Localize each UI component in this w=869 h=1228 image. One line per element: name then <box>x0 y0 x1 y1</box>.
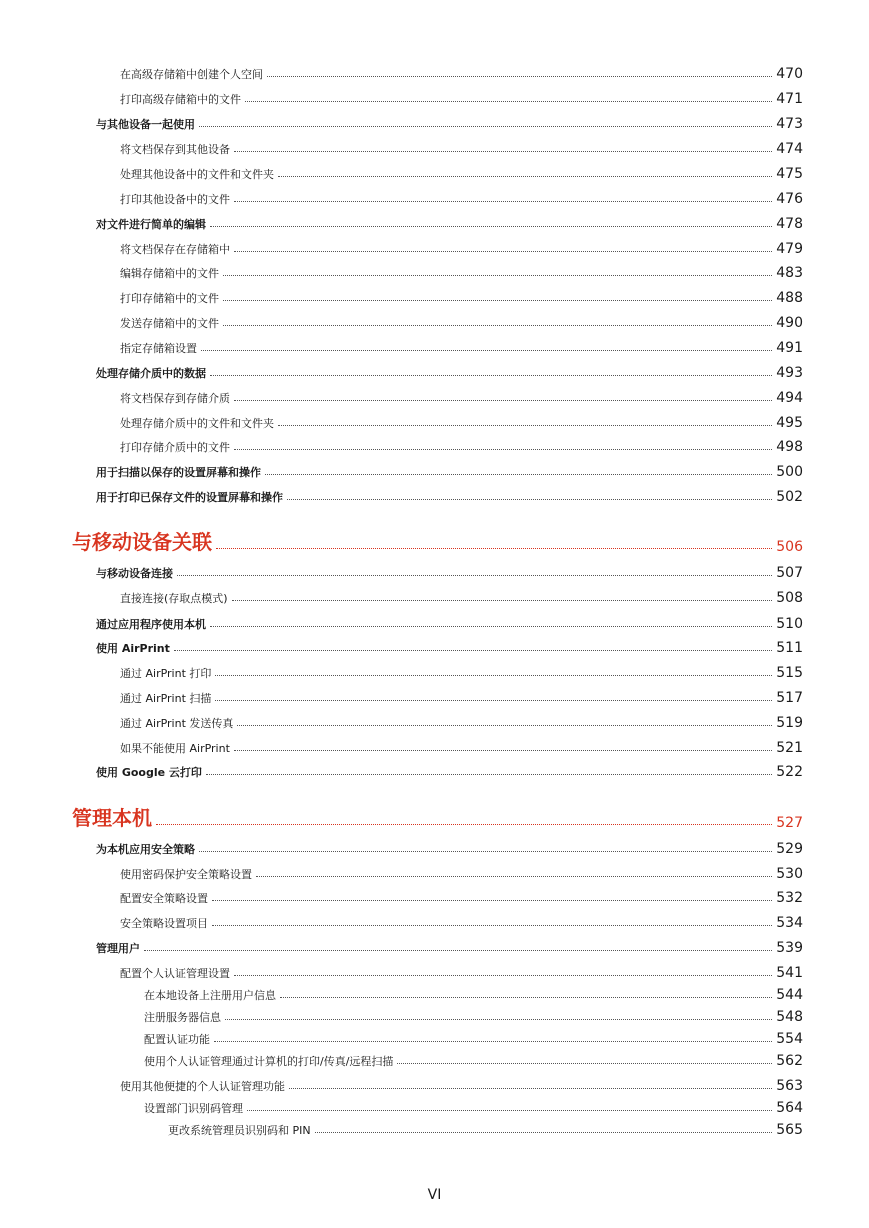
toc-entry[interactable] <box>120 139 803 157</box>
toc-entry[interactable] <box>96 563 803 581</box>
toc-entry[interactable] <box>120 388 803 406</box>
toc-entry[interactable] <box>96 638 803 656</box>
toc-entry[interactable] <box>120 288 803 306</box>
dot-leader <box>234 975 772 976</box>
toc-entry[interactable] <box>120 913 803 931</box>
toc-entry[interactable] <box>96 614 803 632</box>
toc-entry[interactable] <box>144 1098 803 1116</box>
toc-entry-title: 用于扫描以保存的设置屏幕和操作 <box>96 466 261 479</box>
toc-entry-page-number: 493 <box>776 365 803 381</box>
toc-entry-page-number: 470 <box>776 66 803 82</box>
dot-leader <box>210 375 772 376</box>
dot-leader <box>216 548 772 549</box>
dot-leader <box>234 151 772 152</box>
toc-entry-page-number: 508 <box>776 590 803 606</box>
dot-leader <box>212 925 772 926</box>
toc-entry[interactable] <box>120 189 803 207</box>
toc-entry-page-number: 506 <box>776 539 803 555</box>
toc-entry-page-number: 562 <box>776 1053 803 1069</box>
toc-entry-title: 配置个人认证管理设置 <box>120 967 230 980</box>
toc-entry-title: 指定存储箱设置 <box>120 342 197 355</box>
toc-entry[interactable] <box>120 713 803 731</box>
toc-entry[interactable] <box>120 864 803 882</box>
toc-entry-page-number: 541 <box>776 965 803 981</box>
toc-entry-title: 处理存储介质中的数据 <box>96 367 206 380</box>
dot-leader <box>245 101 772 102</box>
dot-leader <box>280 997 772 998</box>
toc-entry-title: 设置部门识别码管理 <box>144 1102 243 1115</box>
toc-entry-page-number: 473 <box>776 116 803 132</box>
toc-entry-page-number: 511 <box>776 640 803 656</box>
dot-leader <box>206 774 772 775</box>
toc-entry[interactable] <box>120 313 803 331</box>
dot-leader <box>201 350 772 351</box>
dot-leader <box>234 449 772 450</box>
toc-entry-title: 为本机应用安全策略 <box>96 843 195 856</box>
dot-leader <box>223 300 772 301</box>
toc-entry[interactable] <box>96 114 803 132</box>
toc-entry[interactable] <box>144 1051 803 1069</box>
toc-entry-title: 与其他设备一起使用 <box>96 118 195 131</box>
toc-entry-title: 用于打印已保存文件的设置屏幕和操作 <box>96 491 283 504</box>
toc-entry-page-number: 539 <box>776 940 803 956</box>
dot-leader <box>223 325 772 326</box>
toc-entry-title: 与移动设备连接 <box>96 567 173 580</box>
toc-entry-title: 使用个人认证管理通过计算机的打印/传真/远程扫描 <box>144 1055 394 1068</box>
dot-leader <box>234 750 772 751</box>
toc-entry[interactable] <box>144 985 803 1003</box>
toc-entry[interactable] <box>120 263 803 281</box>
toc-entry[interactable] <box>96 839 803 857</box>
dot-leader <box>214 1041 772 1042</box>
dot-leader <box>199 851 772 852</box>
dot-leader <box>177 575 772 576</box>
toc-entry-title: 更改系统管理员识别码和 PIN <box>168 1124 311 1137</box>
toc-entry-title: 处理其他设备中的文件和文件夹 <box>120 168 274 181</box>
toc-entry-title: 与移动设备关联 <box>72 530 212 554</box>
toc-chapter-entry[interactable] <box>72 529 803 555</box>
toc-entry-title: 编辑存储箱中的文件 <box>120 267 219 280</box>
dot-leader <box>215 675 772 676</box>
toc-entry-page-number: 500 <box>776 464 803 480</box>
toc-entry[interactable] <box>96 762 803 780</box>
toc-entry-title: 在本地设备上注册用户信息 <box>144 989 276 1002</box>
dot-leader <box>215 700 772 701</box>
toc-entry-title: 将文档保存在存储箱中 <box>120 243 230 256</box>
toc-entry-page-number: 478 <box>776 216 803 232</box>
toc-chapter-entry[interactable] <box>72 805 803 831</box>
toc-entry-page-number: 517 <box>776 690 803 706</box>
toc-entry[interactable] <box>120 738 803 756</box>
toc-entry-title: 通过 AirPrint 发送传真 <box>120 717 234 730</box>
dot-leader <box>265 474 772 475</box>
toc-entry[interactable] <box>144 1029 803 1047</box>
dot-leader <box>234 251 772 252</box>
toc-entry-title: 发送存储箱中的文件 <box>120 317 219 330</box>
dot-leader <box>278 176 772 177</box>
toc-entry-page-number: 548 <box>776 1009 803 1025</box>
toc-entry[interactable] <box>120 437 803 455</box>
toc-entry-title: 打印存储箱中的文件 <box>120 292 219 305</box>
toc-entry-title: 管理本机 <box>72 806 152 830</box>
toc-entry[interactable] <box>120 239 803 257</box>
toc-entry-title: 打印存储介质中的文件 <box>120 441 230 454</box>
toc-entry-page-number: 471 <box>776 91 803 107</box>
toc-entry-title: 通过应用程序使用本机 <box>96 618 206 631</box>
toc-entry[interactable] <box>96 462 803 480</box>
toc-entry-page-number: 532 <box>776 890 803 906</box>
toc-entry-page-number: 522 <box>776 764 803 780</box>
toc-entry-page-number: 527 <box>776 815 803 831</box>
dot-leader <box>315 1132 773 1133</box>
toc-entry[interactable] <box>120 888 803 906</box>
toc-entry[interactable] <box>120 1076 803 1094</box>
toc-entry-title: 管理用户 <box>96 942 140 955</box>
page-number-footer: VI <box>427 1187 442 1203</box>
toc-entry-page-number: 529 <box>776 841 803 857</box>
dot-leader <box>144 950 772 951</box>
toc-entry-title: 使用 Google 云打印 <box>96 766 202 779</box>
dot-leader <box>287 499 772 500</box>
toc-entry-title: 通过 AirPrint 扫描 <box>120 692 212 705</box>
toc-entry-page-number: 475 <box>776 166 803 182</box>
dot-leader <box>256 876 772 877</box>
toc-entry-title: 将文档保存到其他设备 <box>120 143 230 156</box>
toc-entry-page-number: 534 <box>776 915 803 931</box>
toc-entry[interactable] <box>120 413 803 431</box>
toc-entry-title: 在高级存储箱中创建个人空间 <box>120 68 263 81</box>
toc-entry-page-number: 519 <box>776 715 803 731</box>
toc-entry-title: 打印其他设备中的文件 <box>120 193 230 206</box>
dot-leader <box>234 201 772 202</box>
toc-entry-page-number: 490 <box>776 315 803 331</box>
toc-entry[interactable] <box>96 487 803 505</box>
dot-leader <box>247 1110 772 1111</box>
toc-entry[interactable] <box>96 363 803 381</box>
toc-entry-page-number: 498 <box>776 439 803 455</box>
toc-entry-page-number: 483 <box>776 265 803 281</box>
toc-entry-title: 使用 AirPrint <box>96 642 170 655</box>
toc-entry[interactable] <box>120 89 803 107</box>
dot-leader <box>210 226 772 227</box>
dot-leader <box>212 900 772 901</box>
dot-leader <box>267 76 772 77</box>
dot-leader <box>223 275 772 276</box>
toc-entry-page-number: 495 <box>776 415 803 431</box>
toc-entry[interactable] <box>168 1120 803 1138</box>
toc-entry-page-number: 479 <box>776 241 803 257</box>
toc-entry-title: 直接连接(存取点模式) <box>120 592 228 605</box>
toc-entry-page-number: 563 <box>776 1078 803 1094</box>
dot-leader <box>237 725 772 726</box>
toc-entry-page-number: 491 <box>776 340 803 356</box>
toc-entry[interactable] <box>120 963 803 981</box>
dot-leader <box>210 626 772 627</box>
toc-entry[interactable] <box>120 338 803 356</box>
toc-entry-page-number: 554 <box>776 1031 803 1047</box>
toc-entry-title: 处理存储介质中的文件和文件夹 <box>120 417 274 430</box>
toc-entry-title: 使用其他便捷的个人认证管理功能 <box>120 1080 285 1093</box>
toc-entry-title: 对文件进行简单的编辑 <box>96 218 206 231</box>
toc-entry-page-number: 502 <box>776 489 803 505</box>
toc-entry-page-number: 476 <box>776 191 803 207</box>
toc-entry[interactable] <box>120 588 803 606</box>
toc-entry[interactable] <box>120 164 803 182</box>
toc-entry[interactable] <box>144 1007 803 1025</box>
toc-entry-page-number: 544 <box>776 987 803 1003</box>
toc-entry-title: 将文档保存到存储介质 <box>120 392 230 405</box>
toc-entry-title: 注册服务器信息 <box>144 1011 221 1024</box>
dot-leader <box>278 425 772 426</box>
dot-leader <box>199 126 772 127</box>
toc-entry-page-number: 521 <box>776 740 803 756</box>
toc-entry-title: 安全策略设置项目 <box>120 917 208 930</box>
dot-leader <box>234 400 772 401</box>
toc-entry-title: 打印高级存储箱中的文件 <box>120 93 241 106</box>
toc-entry-title: 配置安全策略设置 <box>120 892 208 905</box>
toc-entry[interactable] <box>96 214 803 232</box>
toc-entry[interactable] <box>120 64 803 82</box>
toc-entry-page-number: 507 <box>776 565 803 581</box>
dot-leader <box>232 600 773 601</box>
toc-entry[interactable] <box>120 688 803 706</box>
dot-leader <box>289 1088 772 1089</box>
toc-entry-page-number: 494 <box>776 390 803 406</box>
toc-entry-page-number: 488 <box>776 290 803 306</box>
toc-entry-page-number: 565 <box>776 1122 803 1138</box>
toc-entry-page-number: 564 <box>776 1100 803 1116</box>
toc-entry-page-number: 474 <box>776 141 803 157</box>
toc-entry-title: 配置认证功能 <box>144 1033 210 1046</box>
toc-entry-page-number: 510 <box>776 616 803 632</box>
dot-leader <box>174 650 772 651</box>
toc-entry-page-number: 530 <box>776 866 803 882</box>
toc-entry-title: 如果不能使用 AirPrint <box>120 742 230 755</box>
toc-entry[interactable] <box>96 938 803 956</box>
toc-entry-title: 使用密码保护安全策略设置 <box>120 868 252 881</box>
dot-leader <box>397 1063 772 1064</box>
dot-leader <box>156 824 772 825</box>
dot-leader <box>225 1019 772 1020</box>
toc-entry[interactable] <box>120 663 803 681</box>
toc-entry-title: 通过 AirPrint 打印 <box>120 667 212 680</box>
toc-entry-page-number: 515 <box>776 665 803 681</box>
